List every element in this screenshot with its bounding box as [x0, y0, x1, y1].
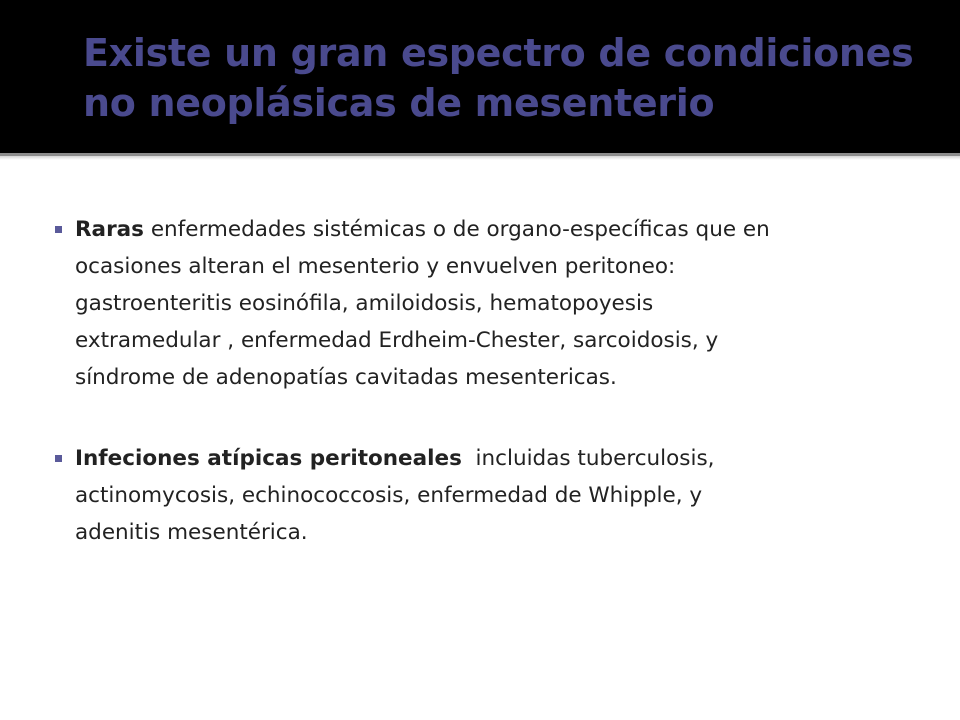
bullet-line	[75, 211, 915, 248]
bullet-text: enfermedades sistémicas o de organo-específicas que en	[143, 217, 770, 242]
bullet-line: actinomycosis, echinococcosis, enfermedad de Whipple, y	[75, 483, 703, 508]
bullet-line: adenitis mesentérica.	[75, 520, 308, 545]
bullet-line: gastroenteritis eosinófila, amiloidosis, hematopoyesis	[75, 291, 654, 316]
bullet-line	[75, 440, 915, 477]
square-bullet-icon	[55, 455, 62, 462]
slide-title-line-2: no neoplásicas de mesenterio	[83, 81, 715, 125]
bullet-list	[55, 211, 915, 595]
bullet-line: síndrome de adenopatías cavitadas mesentericas.	[75, 365, 617, 390]
slide-title	[83, 28, 943, 128]
bullet-text: incluidas tuberculosis,	[461, 446, 715, 471]
title-divider-shadow	[0, 156, 960, 160]
bullet-line: ocasiones alteran el mesenterio y envuelven peritoneo:	[75, 254, 676, 279]
bullet-line: extramedular , enfermedad Erdheim-Chester, sarcoidosis, y	[75, 328, 719, 353]
bullet-item-infecciones	[55, 440, 915, 551]
bullet-bold-term: Infeciones atípicas peritoneales	[75, 446, 462, 471]
square-bullet-icon	[55, 226, 62, 233]
title-band	[0, 0, 960, 153]
slide-title-line-1: Existe un gran espectro de condiciones	[83, 31, 914, 75]
bullet-item-raras	[55, 211, 915, 396]
bullet-bold-term: Raras	[75, 217, 144, 242]
